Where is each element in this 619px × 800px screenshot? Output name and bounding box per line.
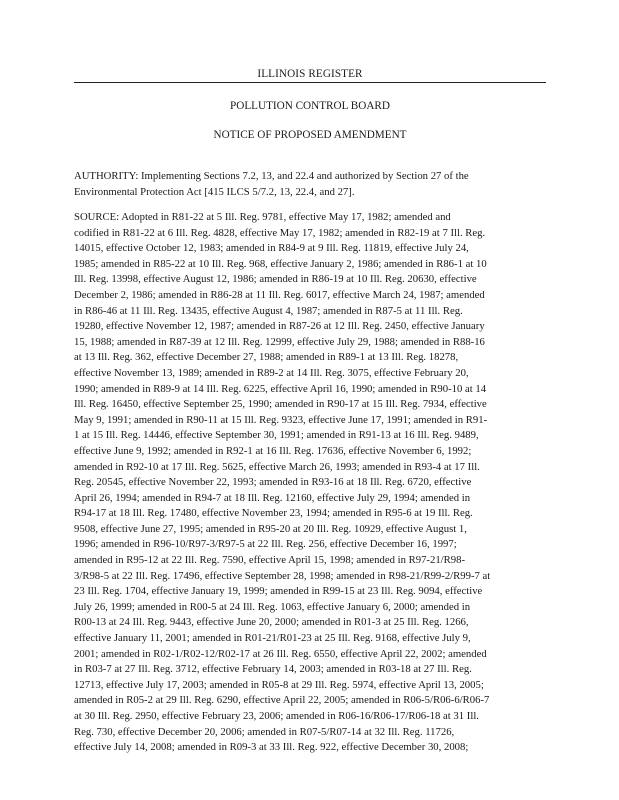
- source-line: R94-17 at 18 Ill. Reg. 17480, effective November 23, 1994; amended in R95-6 at 19 Ill. Reg.: [74, 507, 473, 520]
- source-line: December 2, 1986; amended in R86-28 at 11 Ill. Reg. 6017, effective March 24, 1987; amended: [74, 288, 485, 301]
- notice-title: NOTICE OF PROPOSED AMENDMENT: [213, 129, 407, 141]
- source-line: 1985; amended in R85-22 at 10 Ill. Reg. 968, effective January 2, 1986; amended in R86-1 at 10: [74, 257, 487, 270]
- source-line: 3/R98-5 at 22 Ill. Reg. 17496, effective September 28, 1998; amended in R98-21/R99-2/R99-7 at: [74, 569, 491, 582]
- authority-paragraph: [74, 169, 552, 200]
- source-line: July 26, 1999; amended in R00-5 at 24 Ill. Reg. 1063, effective January 6, 2000; amended in: [74, 600, 471, 613]
- register-header: ILLINOIS REGISTER: [257, 68, 363, 80]
- source-line: SOURCE: Adopted in R81-22 at 5 Ill. Reg. 9781, effective May 17, 1982; amended and: [74, 211, 451, 223]
- source-line: at 30 Ill. Reg. 2950, effective February 23, 2006; amended in R06-16/R06-17/R06-18 at 31 Ill.: [74, 710, 479, 722]
- source-line: 1990; amended in R89-9 at 14 Ill. Reg. 6225, effective April 16, 1990; amended in R90-10 at 14: [74, 382, 487, 395]
- source-line: Reg. 730, effective December 20, 2006; amended in R07-5/R07-14 at 32 Ill. Reg. 11726,: [74, 725, 455, 738]
- source-line: amended in R92-10 at 17 Ill. Reg. 5625, effective March 26, 1993; amended in R93-4 at 17 Ill.: [74, 460, 480, 473]
- source-line: April 26, 1994; amended in R94-7 at 18 Ill. Reg. 12160, effective July 29, 1994; amended in: [74, 491, 471, 504]
- source-line: 1996; amended in R96-10/R97-3/R97-5 at 22 Ill. Reg. 256, effective December 16, 1997;: [74, 538, 457, 551]
- agency-title: POLLUTION CONTROL BOARD: [230, 100, 390, 112]
- source-line: amended in R95-12 at 22 Ill. Reg. 7590, effective April 15, 1998; amended in R97-21/R98-: [74, 554, 466, 567]
- source-line: codified in R81-22 at 6 Ill. Reg. 4828, effective May 17, 1982; amended in R82-19 at 7 Ill. Reg.: [74, 226, 486, 239]
- source-line: in R86-46 at 11 Ill. Reg. 13435, effective August 4, 1987; amended in R87-5 at 11 Ill. Reg.: [74, 304, 463, 317]
- source-line: Ill. Reg. 16450, effective September 25, 1990; amended in R90-17 at 15 Ill. Reg. 7934, effective: [74, 398, 487, 411]
- source-line: 12713, effective July 17, 2003; amended in R05-8 at 29 Ill. Reg. 5974, effective April 13, 2005;: [74, 678, 484, 691]
- source-line: amended in R05-2 at 29 Ill. Reg. 6290, effective April 22, 2005; amended in R06-5/R06-6/R06-7: [74, 694, 490, 707]
- header-divider: [74, 82, 546, 83]
- source-line: 9508, effective June 27, 1995; amended in R95-20 at 20 Ill. Reg. 10929, effective August 1,: [74, 522, 467, 535]
- source-line: at 13 Ill. Reg. 362, effective December 27, 1988; amended in R89-1 at 13 Ill. Reg. 18278,: [74, 351, 459, 364]
- source-line: effective November 13, 1989; amended in R89-2 at 14 Ill. Reg. 3075, effective February 20,: [74, 366, 469, 379]
- source-line: May 9, 1991; amended in R90-11 at 15 Ill. Reg. 9323, effective June 17, 1991; amended in R91-: [74, 413, 488, 426]
- source-line: effective January 11, 2001; amended in R01-21/R01-23 at 25 Ill. Reg. 9168, effective July 9,: [74, 632, 471, 645]
- source-line: 2001; amended in R02-1/R02-12/R02-17 at 26 Ill. Reg. 6550, effective April 22, 2002; amended: [74, 647, 487, 660]
- source-paragraph: [74, 210, 552, 756]
- source-line: 1 at 15 Ill. Reg. 14446, effective September 30, 1991; amended in R91-13 at 16 Ill. Reg. 9489,: [74, 429, 479, 442]
- source-line: R00-13 at 24 Ill. Reg. 9443, effective June 20, 2000; amended in R01-3 at 25 Ill. Reg. 1266,: [74, 616, 469, 629]
- source-line: 23 Ill. Reg. 1704, effective January 19, 1999; amended in R99-15 at 23 Ill. Reg. 9094, effective: [74, 585, 483, 598]
- source-line: effective June 9, 1992; amended in R92-1 at 16 Ill. Reg. 17636, effective November 6, 1992;: [74, 444, 472, 457]
- source-line: 19280, effective November 12, 1987; amended in R87-26 at 12 Ill. Reg. 2450, effective January: [74, 320, 485, 333]
- source-line: 14015, effective October 12, 1983; amended in R84-9 at 9 Ill. Reg. 11819, effective July 24,: [74, 242, 469, 255]
- source-line: effective July 14, 2008; amended in R09-3 at 33 Ill. Reg. 922, effective December 30, 2008;: [74, 741, 469, 754]
- source-line: 15, 1988; amended in R87-39 at 12 Ill. Reg. 12999, effective July 29, 1988; amended in R88-16: [74, 335, 485, 348]
- authority-line: AUTHORITY: Implementing Sections 7.2, 13, and 22.4 and authorized by Section 27 of the: [74, 170, 469, 182]
- authority-line: Environmental Protection Act [415 ILCS 5/7.2, 13, 22.4, and 27].: [74, 185, 355, 198]
- source-line: Reg. 20545, effective November 22, 1993; amended in R93-16 at 18 Ill. Reg. 6720, effective: [74, 476, 472, 489]
- source-line: in R03-7 at 27 Ill. Reg. 3712, effective February 14, 2003; amended in R03-18 at 27 Ill. Reg.: [74, 663, 472, 676]
- source-line: Ill. Reg. 13998, effective August 12, 1986; amended in R86-19 at 10 Ill. Reg. 20630, effective: [74, 273, 477, 286]
